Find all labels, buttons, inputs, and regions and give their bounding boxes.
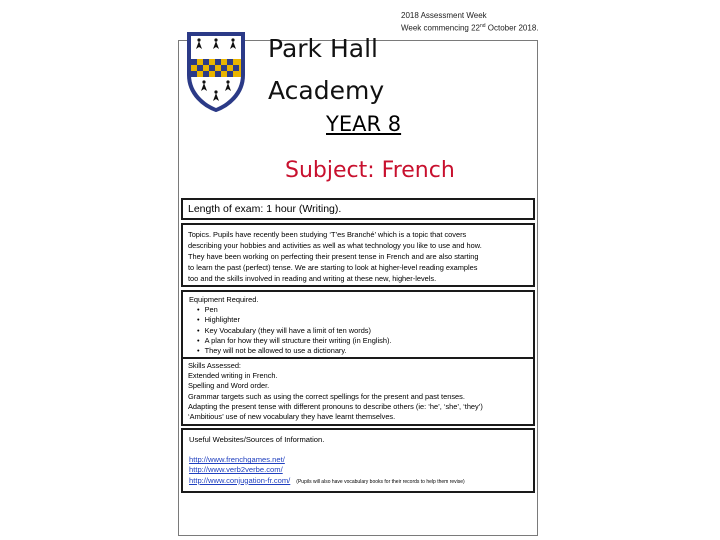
topics-line: describing your hobbies and activities as well as what technology you like to use and how. (188, 241, 482, 250)
topics-box (181, 223, 535, 287)
skills-line: Grammar targets such as using the correct spellings for the present and past tenses. (188, 391, 465, 401)
assessment-info (401, 11, 538, 34)
list-item: • They will not be allowed to use a dictionary. (199, 346, 527, 356)
subject-title: Subject: French (285, 158, 455, 183)
assessment-date-sup: nd (480, 23, 486, 29)
list-item: • Key Vocabulary (they will have a limit of ten words) (199, 326, 527, 336)
equipment-box (181, 290, 535, 359)
equipment-heading: Equipment Required. (189, 295, 259, 304)
list-item: • Pen (199, 305, 527, 315)
skills-line: Spelling and Word order. (188, 381, 270, 391)
link-verb2verbe[interactable]: http://www.verb2verbe.com/ (189, 465, 283, 475)
school-name-line2: Academy (268, 76, 385, 105)
school-name-line1: Park Hall (268, 34, 378, 63)
skills-heading: Skills Assessed: (188, 361, 241, 370)
websites-heading: Useful Websites/Sources of Information. (189, 435, 325, 444)
skills-line: Extended writing in French. (188, 371, 278, 381)
year-title: YEAR 8 (326, 112, 402, 136)
vocabulary-note: (Pupils will also have vocabulary books for their records to help them revise) (296, 478, 465, 485)
exam-length-box: Length of exam: 1 hour (Writing). (181, 198, 535, 220)
skills-line: ‘Ambitious’ use of new vocabulary they have learnt themselves. (188, 412, 396, 422)
assessment-date-suffix: October 2018. (485, 23, 539, 33)
topics-line: to learn the past (perfect) tense. We are starting to look at higher-level reading examples (188, 263, 478, 272)
assessment-date (401, 21, 538, 34)
skills-box (181, 358, 535, 426)
shield-crest-icon (184, 31, 248, 113)
topics-line: Topics. Pupils have recently been studying ‘T’es Branché’ which is a topic that covers (188, 230, 467, 239)
equipment-list (189, 305, 527, 356)
link-conjugation[interactable]: http://www.conjugation-fr.com/ (189, 475, 291, 485)
assessment-date-prefix: Week commencing 22 (401, 23, 480, 33)
link-frenchgames[interactable]: http://www.frenchgames.net/ (189, 455, 285, 465)
school-name (268, 28, 384, 112)
assessment-title: 2018 Assessment Week (401, 11, 487, 20)
websites-box (181, 428, 535, 493)
topics-line: too and the skills involved in reading and writing at these new, higher-levels. (188, 274, 437, 283)
list-item: • Highlighter (199, 315, 527, 325)
topics-line: They have been working on perfecting their present tense in French and are also starting (188, 252, 479, 261)
list-item: • A plan for how they will structure their writing (in English). (199, 336, 527, 346)
skills-line: Adapting the present tense with different pronouns to describe others (ie: ‘he’, ‘she’, ‘they’) (188, 401, 483, 411)
